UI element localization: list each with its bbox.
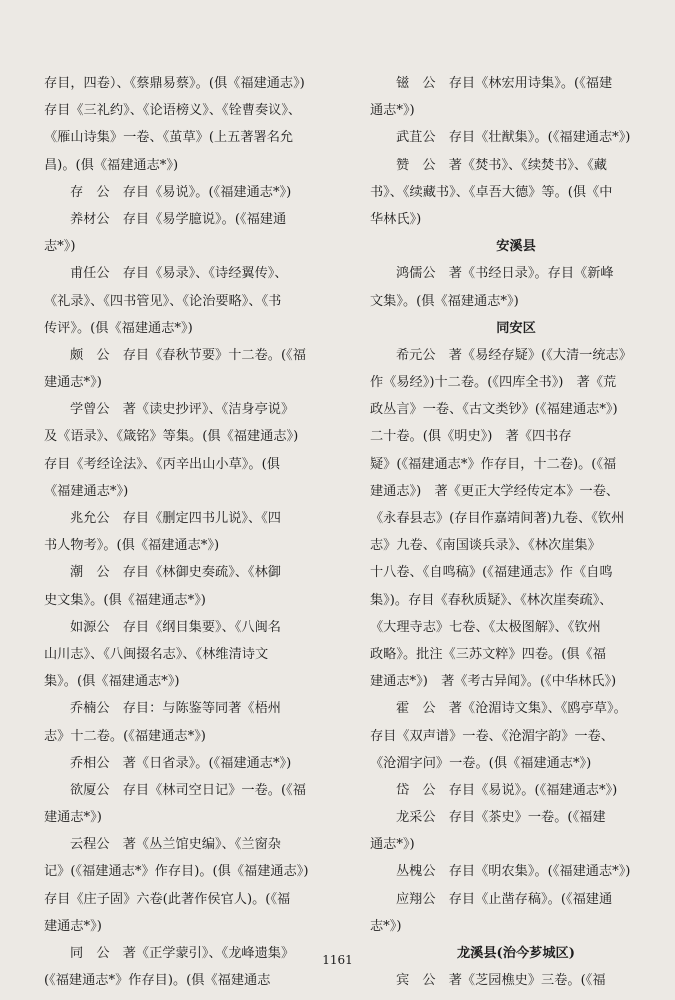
text-line: 建通志*》) bbox=[44, 810, 102, 826]
text-line: 志》十二卷。(《福建通志*》) bbox=[44, 728, 206, 744]
entry-line: 兆允公 存目《删定四书儿说》、《四 bbox=[70, 511, 281, 526]
left-column bbox=[44, 70, 344, 994]
text-line: 《大理寺志》七卷、《太极图解》、《钦州 bbox=[370, 619, 601, 635]
entry-line: 云程公 著《丛兰馆史编》、《兰窗杂 bbox=[70, 837, 281, 853]
text-line: 《福建通志*》) bbox=[44, 483, 129, 499]
text-line: 建通志*》) 著《考古异闻》。(《中华林氏》) bbox=[370, 674, 617, 690]
text-line: 十八卷、《自鸣稿》(《福建通志》作《自鸣 bbox=[370, 565, 613, 581]
entry-line: 潮 公 存目《林御史奏疏》、《林御 bbox=[70, 565, 281, 581]
text-line: 志*》) bbox=[44, 239, 76, 255]
entry-line: 甫任公 存目《易录》、《诗经翼传》、 bbox=[70, 266, 288, 282]
county-heading: 龙溪县(治今芗城区) bbox=[457, 946, 575, 961]
text-line: 昌)。(俱《福建通志*》) bbox=[44, 157, 179, 173]
text-line: 通志*》) bbox=[370, 103, 415, 119]
text-line: 集》)。存目《春秋质疑》、《林次崖奏疏》、 bbox=[370, 592, 613, 608]
text-line: 集》。(俱《福建通志*》) bbox=[44, 674, 180, 690]
right-column bbox=[370, 70, 662, 994]
text-line: 传评》。(俱《福建通志*》) bbox=[44, 320, 193, 336]
text-line: 存目，四卷）、《蔡鼎易蔡》。(俱《福建通志》) bbox=[44, 76, 305, 91]
page-number: 1161 bbox=[322, 953, 353, 967]
text-line: 通志*》) bbox=[370, 837, 415, 853]
text-line: 《礼录》、《四书管见》、《论治要略》、《书 bbox=[44, 293, 282, 309]
entry-line: 镃 公 存目《林宏用诗集》。(《福建 bbox=[396, 76, 613, 91]
entry-line: 丛槐公 存目《明农集》。(《福建通志*》) bbox=[396, 864, 631, 880]
text-line: 作《易经》)十二卷。(《四库全书》) 著《荒 bbox=[370, 375, 617, 391]
text-line: 存目《庄子固》六卷(此著作侯官人)。(《福 bbox=[44, 891, 291, 907]
entry-line: 颇 公 存目《春秋节要》十二卷。(《福 bbox=[70, 347, 306, 363]
text-line: 《永春县志》(存目作嘉靖间著)九卷、《钦州 bbox=[370, 511, 625, 526]
text-line: 建通志*》) bbox=[44, 375, 102, 391]
entry-line: 赞 公 著《焚书》、《续焚书》、《藏 bbox=[396, 157, 607, 173]
entry-line: 欲厦公 存目《林司空日记》一卷。(《福 bbox=[70, 782, 306, 798]
text-line: 文集》。(俱《福建通志*》) bbox=[370, 293, 519, 309]
text-line: 存目《双声谱》一卷、《沧湄字韵》一卷、 bbox=[370, 728, 614, 744]
entry-line: 希元公 著《易经存疑》(《大清一统志》 bbox=[396, 347, 632, 363]
district-heading: 同安区 bbox=[496, 320, 536, 336]
entry-line: 应翔公 存目《止凿存稿》。(《福建通 bbox=[396, 891, 613, 907]
entry-line: 同 公 著《正学蒙引》、《龙峰遗集》 bbox=[70, 946, 295, 961]
entry-line: 乔楠公 存目：与陈鉴等同著《梧州 bbox=[70, 701, 281, 717]
entry-line: 霍 公 著《沧湄诗文集》、《鸥亭草》。 bbox=[396, 701, 627, 717]
text-line: 记》(《福建通志*》作存目)。(俱《福建通志》) bbox=[44, 864, 309, 880]
entry-line: 学曾公 著《读史抄评》、《洁身亭说》 bbox=[70, 402, 295, 418]
entry-line: 龙采公 存目《茶史》一卷。(《福建 bbox=[396, 810, 606, 826]
entry-line: 宾 公 著《芝园樵史》三卷。(《福 bbox=[396, 973, 606, 989]
county-heading: 安溪县 bbox=[496, 239, 536, 255]
entry-line: 存 公 存目《易说》。(《福建通志*》) bbox=[70, 184, 292, 200]
text-line: 二十卷。(俱《明史》) 著《四书存 bbox=[370, 429, 572, 445]
entry-line: 如源公 存目《纲目集要》、《八闽名 bbox=[70, 619, 281, 635]
text-line: 史文集》。(俱《福建通志*》) bbox=[44, 592, 206, 608]
text-line: 书》、《续藏书》、《卓吾大德》等。(俱《中 bbox=[370, 184, 613, 200]
text-line: 及《语录》、《箴铭》等集。(俱《福建通志》) bbox=[44, 429, 299, 445]
text-line: 政丛言》一卷、《古文类钞》(《福建通志*》) bbox=[370, 402, 618, 418]
text-line: 《沧湄字问》一卷。(俱《福建通志*》) bbox=[370, 755, 592, 771]
entry-line: 鸿儒公 著《书经日录》。存目《新峰 bbox=[396, 266, 614, 282]
text-line: 华林氏》) bbox=[370, 211, 422, 227]
text-line: (《福建通志*》作存目)。(俱《福建通志 bbox=[44, 973, 271, 989]
text-line: 政略》。批注《三苏文粹》四卷。(俱《福 bbox=[370, 646, 606, 662]
entry-line: 乔相公 著《日省录》。(《福建通志*》) bbox=[70, 755, 292, 771]
text-line: 书人物考》。(俱《福建通志*》) bbox=[44, 538, 220, 554]
entry-line: 养材公 存目《易学臆说》。(《福建通 bbox=[70, 211, 287, 227]
text-line: 建通志*》) bbox=[44, 918, 102, 934]
entry-line: 岱 公 存目《易说》。(《福建通志*》) bbox=[396, 782, 618, 798]
text-line: 疑》(《福建通志*》作存目，十二卷)。(《福 bbox=[370, 456, 617, 472]
text-line: 山川志》、《八闽掇名志》、《林维清诗文 bbox=[44, 646, 269, 662]
text-line: 建通志》) 著《更正大学经传定本》一卷、 bbox=[370, 483, 620, 499]
text-line: 存目《三礼约》、《论语榜义》、《铨曹奏议》、 bbox=[44, 103, 302, 119]
text-line: 志》九卷、《南国谈兵录》、《林次崖集》 bbox=[370, 538, 601, 554]
text-line: 《雁山诗集》一卷、《茧草》(上五著署名允 bbox=[44, 130, 294, 146]
text-line: 志*》) bbox=[370, 918, 402, 934]
text-line: 存目《考经诠法》、《丙辛出山小草》。(俱 bbox=[44, 456, 280, 472]
entry-line: 武苴公 存目《壮猷集》。(《福建通志*》) bbox=[396, 130, 631, 146]
